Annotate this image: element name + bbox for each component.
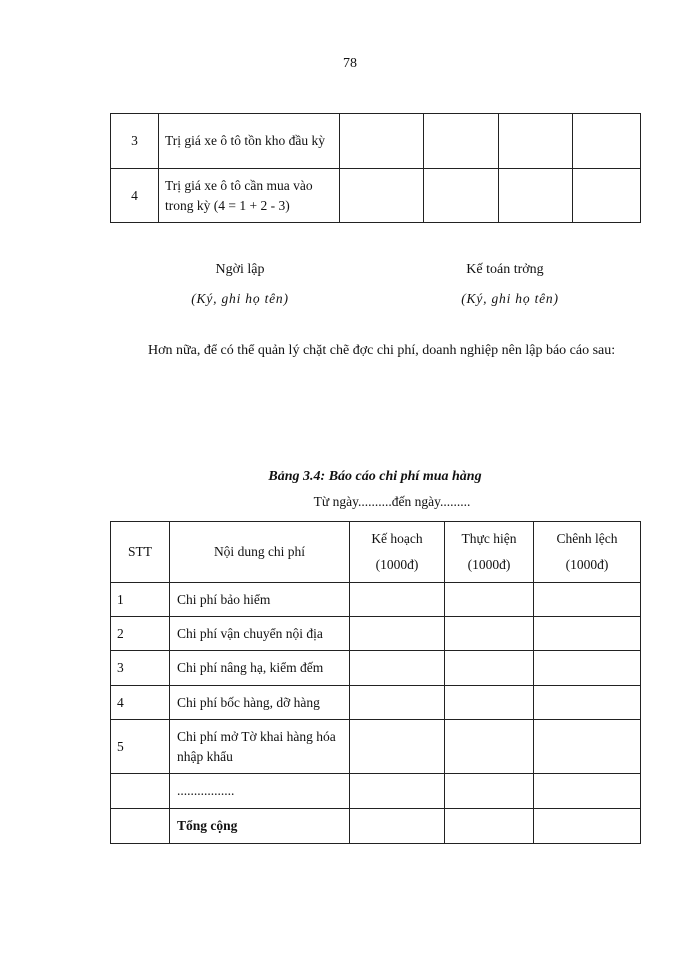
empty-cell — [534, 583, 641, 617]
header-plan-label: Kế hoạch — [371, 531, 423, 546]
empty-cell — [573, 169, 641, 223]
row-content: Chi phí vận chuyển nội địa — [170, 617, 350, 651]
row-content: Chi phí bốc hàng, dỡ hàng — [170, 686, 350, 720]
empty-cell — [111, 809, 170, 844]
table-row — [111, 617, 641, 651]
empty-cell — [534, 651, 641, 686]
empty-cell — [350, 583, 445, 617]
table-caption: Bảng 3.4: Báo cáo chi phí mua hàng — [268, 469, 482, 484]
page-number: 78 — [343, 56, 357, 71]
empty-cell — [445, 809, 534, 844]
row-number: 3 — [111, 114, 159, 169]
header-actual — [445, 522, 534, 583]
empty-cell — [499, 114, 573, 169]
inventory-table — [110, 113, 641, 223]
row-content: Chi phí bảo hiểm — [170, 583, 350, 617]
header-plan-unit: (1000đ) — [375, 557, 419, 572]
table-row — [111, 720, 641, 774]
empty-cell — [534, 809, 641, 844]
body-paragraph: Hơn nữa, để có thể quản lý chặt chẽ đợc chi phí, doanh nghiệp nên lập báo cáo sau: — [148, 343, 616, 358]
total-row — [111, 809, 641, 844]
table-row — [111, 774, 641, 809]
empty-cell — [445, 720, 534, 774]
row-stt: 1 — [111, 583, 170, 617]
chief-accountant-signature-note: (Ký, ghi họ tên) — [461, 291, 559, 306]
row-description: Trị giá xe ô tô cần mua vào trong kỳ (4 = 1 + 2 - 3) — [159, 169, 340, 223]
header-diff — [534, 522, 641, 583]
empty-cell — [350, 774, 445, 809]
empty-cell — [445, 583, 534, 617]
table-row — [111, 583, 641, 617]
header-stt: STT — [111, 522, 170, 583]
empty-cell — [534, 617, 641, 651]
table-row — [111, 686, 641, 720]
total-label: Tổng cộng — [170, 809, 350, 844]
empty-cell — [350, 809, 445, 844]
empty-cell — [350, 617, 445, 651]
empty-cell — [445, 774, 534, 809]
empty-cell — [445, 686, 534, 720]
empty-cell — [350, 686, 445, 720]
empty-cell — [424, 114, 499, 169]
table-row — [111, 169, 641, 223]
empty-cell — [534, 686, 641, 720]
row-stt: 5 — [111, 720, 170, 774]
header-plan — [350, 522, 445, 583]
table-row — [111, 651, 641, 686]
header-content: Nội dung chi phí — [170, 522, 350, 583]
empty-cell — [573, 114, 641, 169]
empty-cell — [424, 169, 499, 223]
empty-cell — [350, 651, 445, 686]
empty-cell — [340, 114, 424, 169]
row-content: ................. — [170, 774, 350, 809]
empty-cell — [340, 169, 424, 223]
header-diff-label: Chênh lệch — [556, 531, 618, 546]
empty-cell — [350, 720, 445, 774]
header-row — [111, 522, 641, 583]
row-stt — [111, 774, 170, 809]
header-actual-label: Thực hiện — [461, 531, 517, 546]
preparer-signature-note: (Ký, ghi họ tên) — [191, 291, 289, 306]
row-description: Trị giá xe ô tô tồn kho đầu kỳ — [159, 114, 340, 169]
empty-cell — [445, 651, 534, 686]
header-diff-unit: (1000đ) — [565, 557, 609, 572]
row-stt: 2 — [111, 617, 170, 651]
row-number: 4 — [111, 169, 159, 223]
preparer-title: Ngời lập — [215, 262, 265, 277]
empty-cell — [534, 774, 641, 809]
row-content: Chi phí nâng hạ, kiểm đếm — [170, 651, 350, 686]
date-range: Từ ngày..........đến ngày......... — [313, 494, 471, 509]
row-content: Chi phí mở Tờ khai hàng hóa nhập khẩu — [170, 720, 350, 774]
chief-accountant-title: Kế toán trởng — [466, 262, 544, 277]
table-row — [111, 114, 641, 169]
header-actual-unit: (1000đ) — [467, 557, 511, 572]
empty-cell — [534, 720, 641, 774]
empty-cell — [445, 617, 534, 651]
row-stt: 4 — [111, 686, 170, 720]
row-stt: 3 — [111, 651, 170, 686]
purchase-cost-report-table — [110, 521, 641, 844]
empty-cell — [499, 169, 573, 223]
